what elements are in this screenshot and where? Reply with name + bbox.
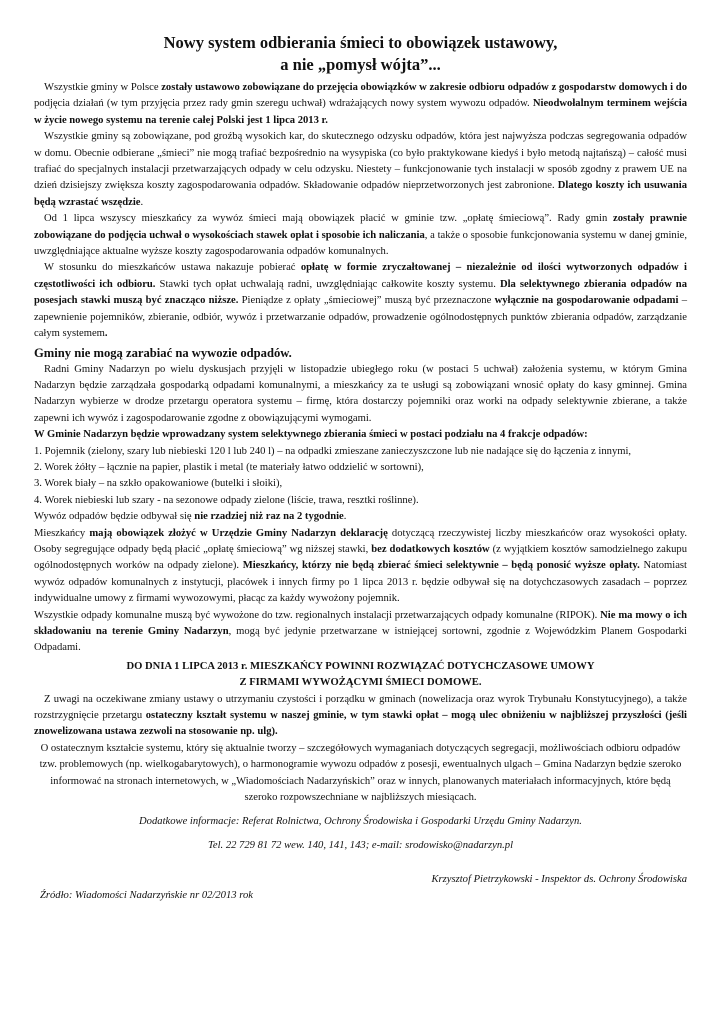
caps-line-1: DO DNIA 1 LIPCA 2013 r. MIESZKAŃCY POWINNI ROZWIĄZAĆ DOTYCHCZASOWE UMOWY	[126, 660, 595, 672]
p1-run: podjęcia działań (w tym przyjęcia przez rady gmin szeregu uchwał) wdrażających nowy system wywozu odpadów.	[34, 98, 533, 110]
p7-run: nie rzadziej niż raz na 2 tygodnie	[194, 511, 344, 523]
p8-run: dotyczącą rzeczywistej liczby mieszkańców oraz wysokości opłaty. Osoby segregujące odpady będą płacić „opłatę śmieciową” wg niższej stawki,	[34, 527, 687, 555]
p8-run: (z wyjątkiem kosztów samodzielnego zakupu ogólnodostępnych worków na odpady zielone).	[34, 543, 688, 572]
document-title	[34, 32, 687, 76]
paragraph-declaration	[34, 526, 687, 608]
contact-info: Tel. 22 729 81 72 wew. 140, 141, 143; e-mail: srodowisko@nadarzyn.pl	[207, 840, 514, 852]
list-item: 3. Worek biały – na szkło opakowaniowe (butelki i słoiki),	[34, 478, 283, 490]
p9-run: Wszystkie odpady komunalne muszą być wywożone do tzw. regionalnych instalacji przetwarzających odpady komunalne (RIPOK).	[34, 609, 601, 621]
additional-info: Dodatkowe informacje: Referat Rolnictwa, Ochrony Środowiska i Gospodarki Urzędu Gminy Nadarzyn.	[139, 816, 582, 828]
paragraph-fee	[34, 211, 687, 260]
document	[34, 32, 687, 904]
p4-run: – zapewnienie pojemników, zbieranie, odbiór, wywóz i przetwarzanie odpadów, prowadzenie ogólnodostępnych punktów zbierania odpadów, zarządzanie całym systemem	[34, 295, 688, 340]
list-item: 4. Worek niebieski lub szary - na sezonowe odpady zielone (liście, trawa, resztki roślinne).	[34, 494, 419, 506]
p3-run: , a także o sposobie funkcjonowania systemu w danej gminie, uwzględniające aktualne wyższe koszty zagospodarowania odpadów komunalnych.	[34, 229, 688, 258]
p4-run: wyłącznie na gospodarowanie odpadami	[494, 295, 679, 307]
p4-run: W stosunku do mieszkańców ustawa nakazuje pobierać	[44, 262, 301, 274]
p4-run: Stawki tych opłat uchwalają radni, uwzględniając całkowite koszty systemu.	[155, 278, 500, 290]
p4-run: .	[104, 328, 108, 340]
paragraph-flat-rate	[34, 260, 687, 342]
p4-run: opłatę w formie zryczałtowanej – niezależnie od ilości wytworzonych odpadów i częstotliwości ich odbioru.	[34, 262, 688, 290]
p8-run: Mieszkańcy, którzy nie będą zbierać śmieci selektywnie – będą ponosić wyższe opłaty.	[242, 560, 640, 572]
p8-run: Mieszkańcy	[34, 527, 90, 539]
p10-run: ostateczny kształt systemu w naszej gminie, w tym stawki opłat – mogą ulec obniżeniu w najbliższej przyszłości (jeśli znowelizowana ustawa zezwoli na stosowanie np. ulg).	[34, 710, 687, 738]
paragraph-final-info: O ostatecznym kształcie systemu, który się aktualnie tworzy – szczegółowych wymaganiach dotyczących segregacji, możliwościach odbioru odpadów tzw. problemowych (np. wielkogabarytowych), o harmonogramie wywozu odpadów z posesji, ewentualnych ulgach – Gmina Nadarzyn będzie szeroko informować na stronach internetowych, w „Wiadomościach Nadarzyńskich” oraz w innych, planowanych materiałach informacyjnych, które będą szeroko rozpowszechniane w najbliższych miesiącach.	[39, 742, 682, 804]
title-line-2: a nie „pomysł wójta”...	[280, 55, 441, 74]
p2-run: Dlatego koszty ich usuwania będą wzrastać wszędzie	[34, 180, 687, 208]
paragraph-recovery	[34, 129, 687, 211]
paragraph-frequency	[34, 509, 687, 525]
subheading-no-profit: Gminy nie mogą zarabiać na wywozie odpadów.	[34, 345, 292, 360]
paragraph-nadarzyn-council: Radni Gminy Nadarzyn po wielu dyskusjach przyjęli w listopadzie ubiegłego roku (w postaci 5 uchwał) założenia systemu, w którym Gmina Nadarzyn będzie zarządzała gospodarką odpadami komunalnymi, a mieszkańcy za te usługi są zobowiązani wnosić opłaty do kasy gminnej. Gmina Nadarzyn wybierze w drodze przetargu operatora systemu – firmę, która dostarczy pojemniki oraz worki na odpady selektywnie zbierane, a także zapewni ich wywóz i zagospodarowanie zgodne z obowiązującymi wymogami.	[34, 363, 687, 424]
signature: Krzysztof Pietrzykowski - Inspektor ds. Ochrony Środowiska	[431, 874, 687, 886]
p1-run: Nieodwołalnym terminem wejścia w życie nowego systemu na terenie całej Polski jest 1 lipca 2013 r.	[34, 98, 687, 126]
p7-run: .	[343, 511, 347, 523]
p2-run: Wszystkie gminy są zobowiązane, pod groźbą wysokich kar, do skutecznego odzysku odpadów, która jest najwyższa podczas segregowania odpadów w domu. Obecnie odbierane „śmieci” nie mogą trafiać bezpośrednio na wysypiska (co było praktykowane kiedyś i było metodą najtańszą) – całość musi trafiać do specjalnych instalacji przetwarzających odpady w celu odzysku. Niestety – funkcjonowanie tych instalacji w sposób zgodny z prawem UE na dzień dzisiejszy zwiększa koszty zagospodarowania odpadów. Składowanie odpadów nieprzetworzonych jest zabronione.	[34, 131, 687, 192]
p8-run: Natomiast wywóz odpadów komunalnych z instytucji, placówek i innych firmy po 1 lipca 2013 r. będzie odbywał się na dotychczasowych zasadach – poprzez indywidualne umowy z firmami wywozowymi, płacąc za każdy wywożony pojemnik.	[34, 560, 687, 605]
p2-run: .	[140, 196, 144, 208]
caps-notice	[34, 659, 687, 692]
p4-run: Dla selektywnego zbierania odpadów na posesjach stawki muszą być znacząco niższe.	[34, 278, 687, 307]
p9-run: , mogą być jedynie przetwarzane w istniejącej sortowni, zgodnie z Wojewódzkim Planem Gospodarki Odpadami.	[34, 626, 687, 654]
p4-run: Pieniądze z opłaty „śmieciowej” muszą być przeznaczone	[238, 295, 495, 307]
p7-run: Wywóz odpadów będzie odbywał się	[34, 511, 195, 523]
p3-run: zostały prawnie zobowiązane do podjęcia uchwał o wysokościach stawek opłat i sposobie ich naliczania	[34, 213, 687, 241]
fractions-list	[34, 444, 687, 510]
list-item: 2. Worek żółty – łącznie na papier, plastik i metal (te materiały łatwo oddzielić w sortowni),	[34, 461, 424, 473]
p1-run: zostały ustawowo zobowiązane do przejęcia obowiązków w zakresie odbioru odpadów z gospodarstw domowych i do	[161, 82, 687, 93]
paragraph-fractions-intro: W Gminie Nadarzyn będzie wprowadzany system selektywnego zbierania śmieci w postaci podziału na 4 frakcje odpadów:	[34, 429, 588, 441]
paragraph-ripok	[34, 608, 687, 657]
p10-run: Z uwagi na oczekiwane zmiany ustawy o utrzymaniu czystości i porządku w gminach (nowelizacja oraz wyrok Trybunału Konstytucyjnego), a także rozstrzygnięcie przetargu	[34, 693, 687, 722]
caps-line-2: Z FIRMAMI WYWOŻĄCYMI ŚMIECI DOMOWE.	[239, 677, 482, 689]
p8-run: mają obowiązek złożyć w Urzędzie Gminy Nadarzyn deklarację	[89, 527, 388, 539]
list-item: 1. Pojemnik (zielony, szary lub niebieski 120 l lub 240 l) – na odpadki zmieszane zanieczyszczone lub nie nadające się do łączenia z innymi,	[34, 445, 632, 457]
paragraph-intro	[34, 80, 687, 129]
paragraph-expected-changes	[34, 692, 687, 741]
p3-run: Od 1 lipca wszyscy mieszkańcy za wywóz śmieci mają obowiązek płacić w gminie tzw. „opłatę śmieciową”. Rady gmin	[44, 213, 613, 225]
title-line-1: Nowy system odbierania śmieci to obowiązek ustawowy,	[163, 33, 558, 52]
p8-run: bez dodatkowych kosztów	[371, 543, 490, 555]
source-note: Źródło: Wiadomości Nadarzyńskie nr 02/2013 rok	[40, 890, 253, 902]
p1-run: Wszystkie gminy w Polsce	[44, 82, 162, 93]
p9-run: Nie ma mowy o ich składowaniu na terenie Gminy Nadarzyn	[34, 609, 687, 637]
